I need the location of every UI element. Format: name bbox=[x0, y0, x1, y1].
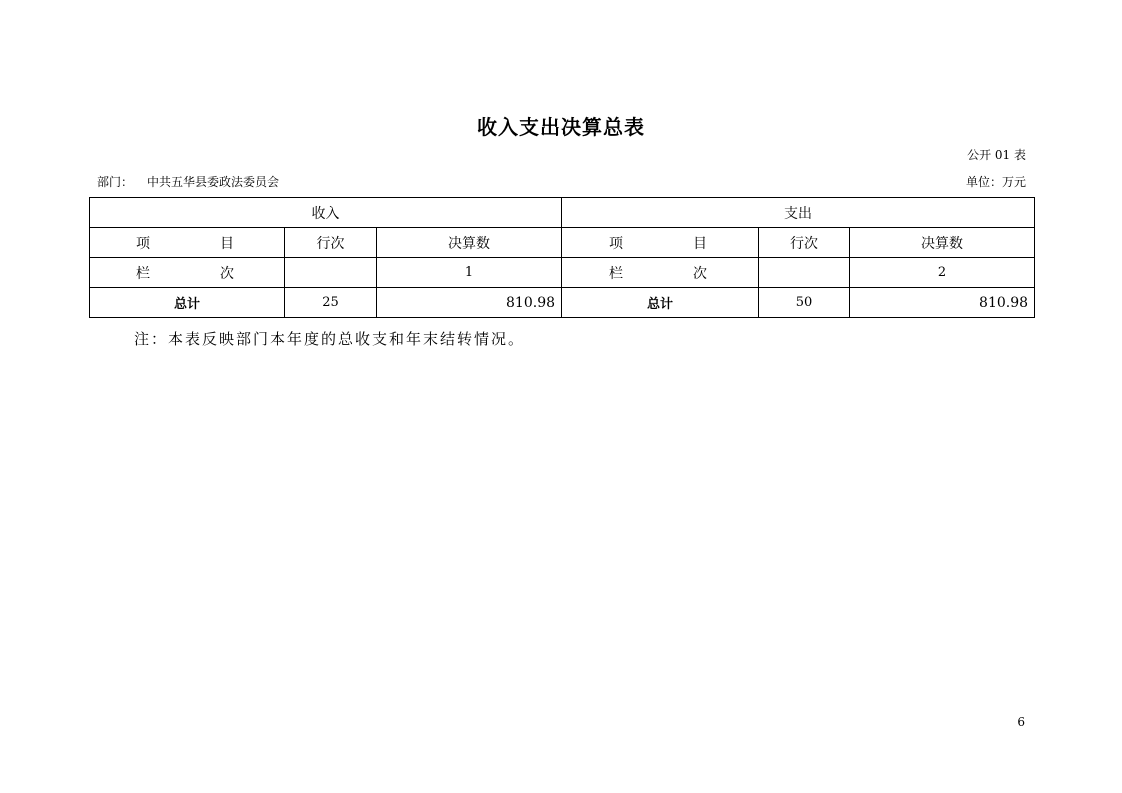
column-header-row bbox=[90, 228, 1035, 258]
unit-label: 单位：万元 bbox=[965, 175, 1026, 189]
expense-lanci-number: 2 bbox=[850, 258, 1035, 288]
page-title: 收入支出决算总表 bbox=[477, 115, 645, 139]
expense-total-amount: 810.98 bbox=[850, 288, 1035, 318]
income-total-row-number: 25 bbox=[285, 288, 377, 318]
income-lanci-label: 栏 次 bbox=[90, 258, 285, 288]
income-total-amount: 810.98 bbox=[377, 288, 562, 318]
income-amount-header: 决算数 bbox=[377, 228, 562, 258]
section-header-row bbox=[90, 198, 1035, 228]
page-number: 6 bbox=[1017, 715, 1025, 729]
table-note: 注：本表反映部门本年度的总收支和年末结转情况。 bbox=[134, 330, 526, 348]
form-number: 公开 01 表 bbox=[967, 148, 1026, 162]
total-row bbox=[90, 288, 1035, 318]
expense-lanci-label: 栏 次 bbox=[562, 258, 759, 288]
expense-section-header: 支出 bbox=[562, 198, 1035, 228]
income-total-label: 总计 bbox=[90, 288, 285, 318]
expense-lanci-row-cell bbox=[759, 258, 850, 288]
income-expense-table bbox=[89, 197, 1035, 318]
expense-row-header: 行次 bbox=[759, 228, 850, 258]
department-label: 部门： bbox=[97, 175, 134, 189]
expense-total-row-number: 50 bbox=[759, 288, 850, 318]
expense-amount-header: 决算数 bbox=[850, 228, 1035, 258]
expense-total-label: 总计 bbox=[562, 288, 759, 318]
income-section-header: 收入 bbox=[90, 198, 562, 228]
income-lanci-number: 1 bbox=[377, 258, 562, 288]
department-name: 中共五华县委政法委员会 bbox=[147, 175, 280, 189]
lanci-row bbox=[90, 258, 1035, 288]
department-line bbox=[97, 173, 279, 190]
income-lanci-row-cell bbox=[285, 258, 377, 288]
income-item-header: 项 目 bbox=[90, 228, 285, 258]
income-row-header: 行次 bbox=[285, 228, 377, 258]
expense-item-header: 项 目 bbox=[562, 228, 759, 258]
